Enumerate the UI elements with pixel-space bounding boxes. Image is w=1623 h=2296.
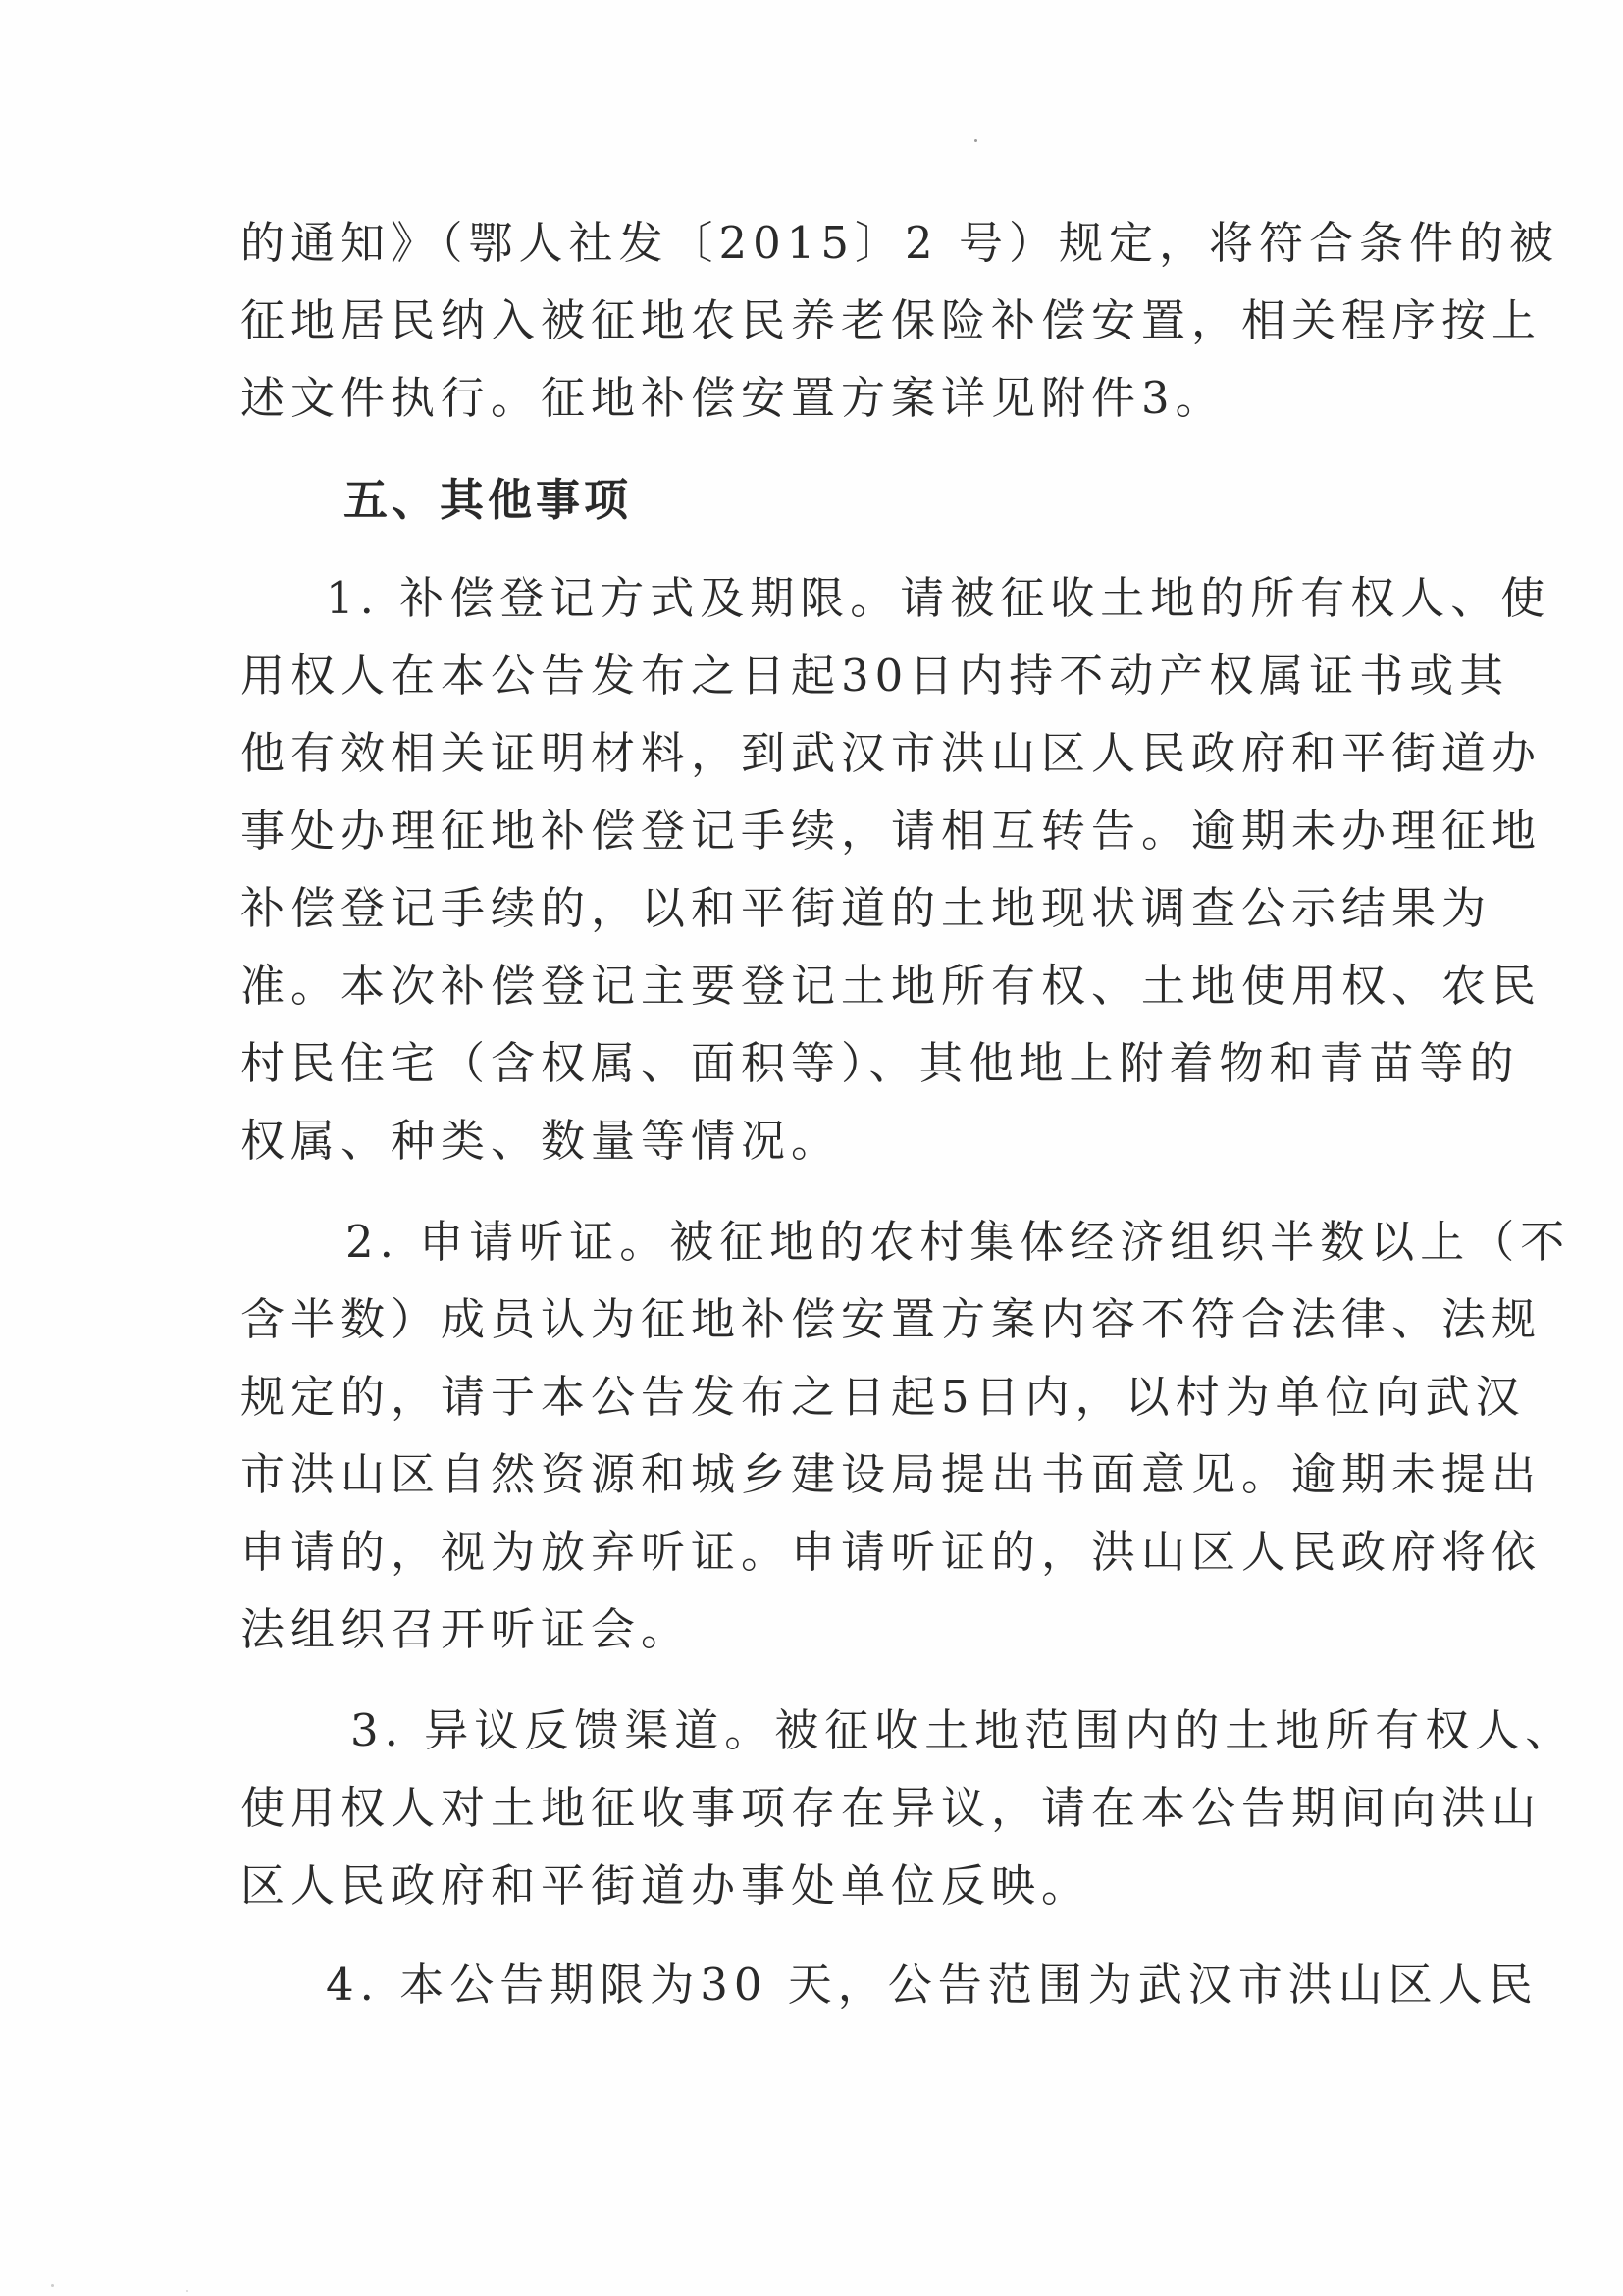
scan-speck [51,2284,54,2287]
section-heading: 五、其他事项 [343,474,633,526]
paragraph-line: 1. 补偿登记方式及期限。请被征收土地的所有权人、使 [326,572,1551,624]
paragraph-line: 含半数）成员认为征地补偿安置方案内容不符合法律、法规 [240,1293,1543,1345]
paragraph-line: 权属、种类、数量等情况。 [240,1115,842,1167]
paragraph-line: 申请的，视为放弃听证。申请听证的，洪山区人民政府将依 [240,1526,1543,1578]
paragraph-line: 3. 异议反馈渠道。被征收土地范围内的土地所有权人、 [350,1704,1576,1756]
paragraph-line: 的通知》（鄂人社发〔2015〕2 号）规定，将符合条件的被 [240,217,1559,269]
paragraph-line: 补偿登记手续的，以和平街道的土地现状调查公示结果为 [240,882,1492,934]
paragraph-line: 法组织召开听证会。 [240,1603,692,1655]
scan-speck [974,139,977,142]
paragraph-line: 准。本次补偿登记主要登记土地所有权、土地使用权、农民 [240,960,1543,1012]
paragraph-line: 他有效相关证明材料，到武汉市洪山区人民政府和平街道办 [240,727,1543,779]
paragraph-line: 市洪山区自然资源和城乡建设局提出书面意见。逾期未提出 [240,1448,1543,1500]
paragraph-line: 规定的，请于本公告发布之日起5日内，以村为单位向武汉 [240,1371,1526,1423]
paragraph-line: 征地居民纳入被征地农民养老保险补偿安置，相关程序按上 [240,294,1543,346]
paragraph-line: 使用权人对土地征收事项存在异议，请在本公告期间向洪山 [240,1782,1543,1834]
scan-speck [186,2290,188,2292]
paragraph-line: 事处办理征地补偿登记手续，请相互转告。逾期未办理征地 [240,805,1543,857]
paragraph-line: 述文件执行。征地补偿安置方案详见附件3。 [240,372,1226,424]
paragraph-line: 4. 本公告期限为30 天，公告范围为武汉市洪山区人民 [326,1958,1539,2010]
paragraph-line: 用权人在本公告发布之日起30日内持不动产权属证书或其 [240,650,1510,702]
paragraph-line: 区人民政府和平街道办事处单位反映。 [240,1859,1092,1911]
paragraph-line: 村民住宅（含权属、面积等）、其他地上附着物和青苗等的 [240,1037,1520,1089]
paragraph-line: 2. 申请听证。被征地的农村集体经济组织半数以上（不 [345,1216,1571,1268]
